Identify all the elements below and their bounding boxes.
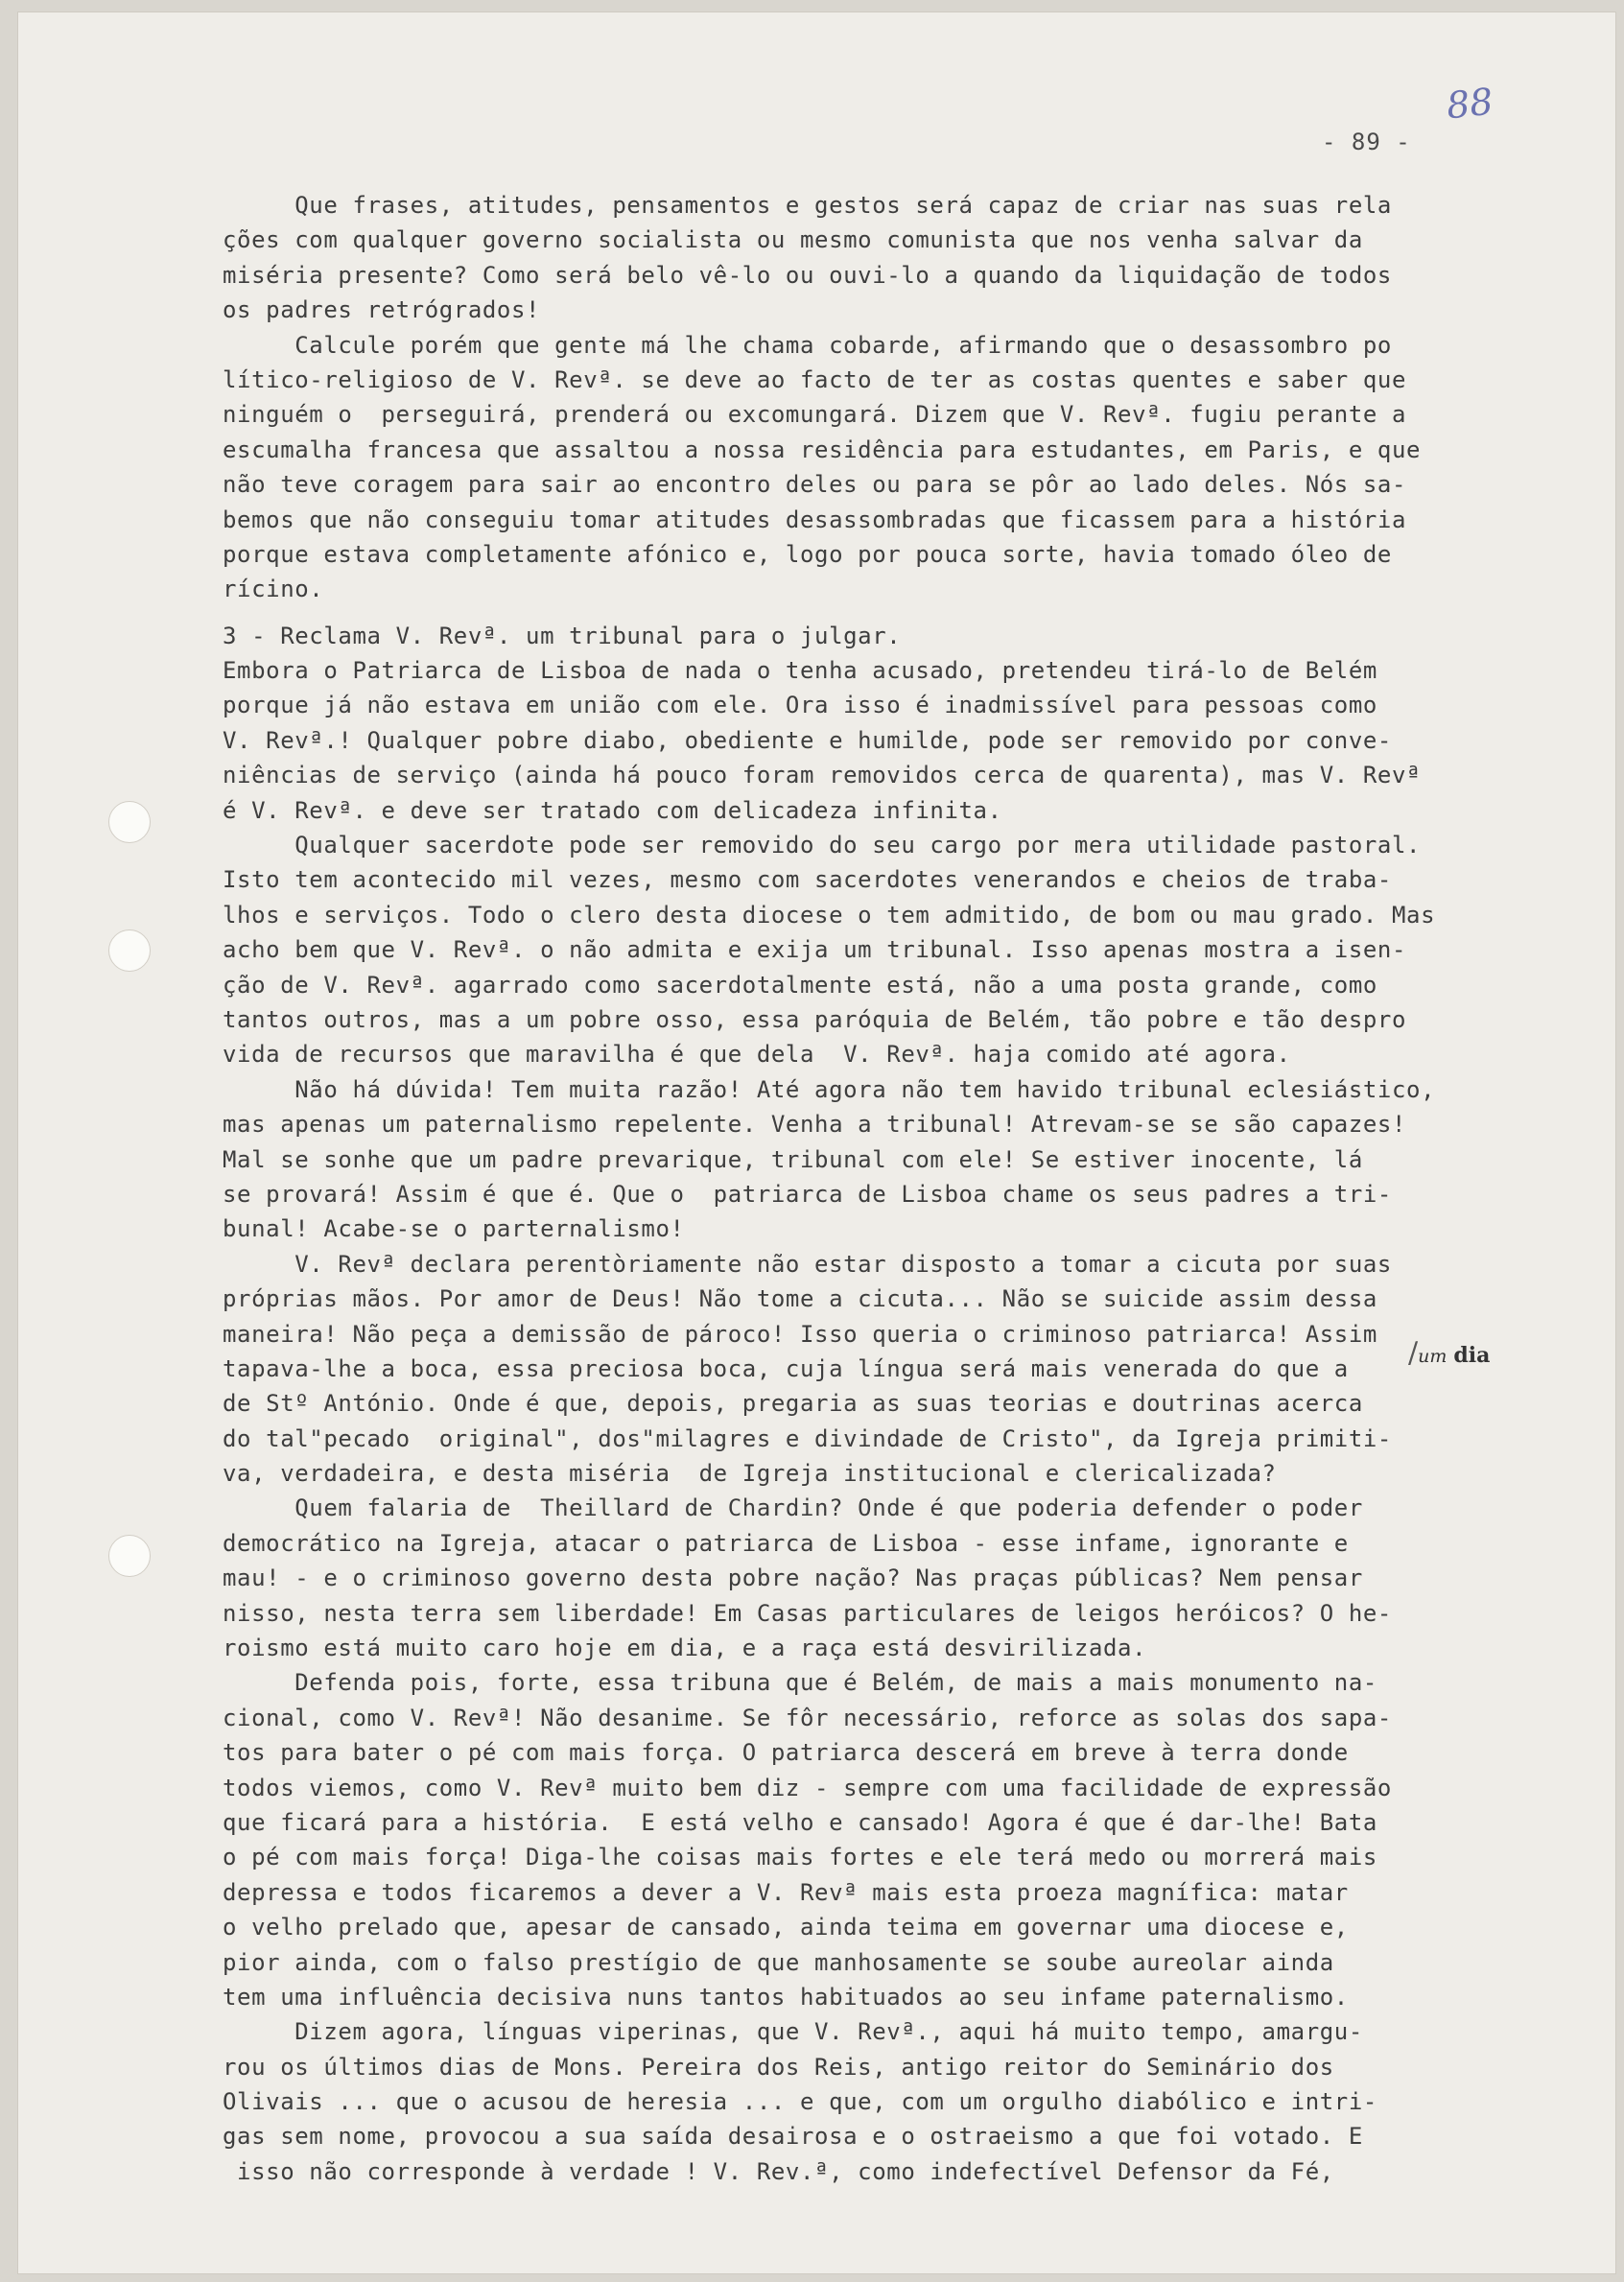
text-line: escumalha francesa que assaltou a nossa residência para estudantes, em Paris, e que bbox=[223, 435, 1422, 463]
text-line: o pé com mais força! Diga-lhe coisas mais fortes e ele terá medo ou morrerá mais bbox=[223, 1844, 1377, 1871]
text-line: o velho prelado que, apesar de cansado, ainda teima em governar uma diocese e, bbox=[223, 1914, 1349, 1941]
text-line: ções com qualquer governo socialista ou mesmo comunista que nos venha salvar da bbox=[223, 226, 1363, 254]
text-line: mau! - e o criminoso governo desta pobre nação? Nas praças públicas? Nem pensar bbox=[223, 1564, 1363, 1592]
text-line: porque já não estava em união com ele. Ora isso é inadmissível para pessoas como bbox=[223, 692, 1377, 719]
text-line: niências de serviço (ainda há pouco foram removidos cerca de quarenta), mas V. Revª bbox=[223, 762, 1422, 789]
text-line: depressa e todos ficaremos a dever a V. Revª mais esta proeza magnífica: matar bbox=[223, 1878, 1349, 1906]
text-line: V. Revª declara perentòriamente não estar disposto a tomar a cicuta por suas bbox=[223, 1250, 1392, 1278]
punch-hole bbox=[108, 801, 151, 843]
page-number: - 89 - bbox=[1322, 129, 1411, 155]
text-line: tapava-lhe a boca, essa preciosa boca, cuja língua será mais venerada do que a bbox=[223, 1354, 1349, 1382]
text-line: Calcule porém que gente má lhe chama cobarde, afirmando que o desassombro po bbox=[223, 331, 1392, 359]
text-line: Que frases, atitudes, pensamentos e gestos será capaz de criar nas suas rela bbox=[223, 192, 1392, 219]
text-line: todos viemos, como V. Revª muito bem diz - sempre com uma facilidade de expressão bbox=[223, 1774, 1392, 1801]
text-line: gas sem nome, provocou a sua saída desairosa e o ostraeismo a que foi votado. E bbox=[223, 2123, 1363, 2151]
text-line: tem uma influência decisiva nuns tantos habituados ao seu infame paternalismo. bbox=[223, 1983, 1349, 2011]
text-line: Olivais ... que o acusou de heresia ... e que, com um orgulho diabólico e intri- bbox=[223, 2088, 1377, 2116]
margin-annotation bbox=[1408, 1336, 1490, 1370]
text-line: porque estava completamente afónico e, logo por pouca sorte, havia tomado óleo de bbox=[223, 540, 1392, 568]
text-line: é V. Revª. e deve ser tratado com delicadeza infinita. bbox=[223, 796, 1002, 824]
text-line: Qualquer sacerdote pode ser removido do seu cargo por mera utilidade pastoral. bbox=[223, 832, 1422, 859]
text-line: Quem falaria de Theillard de Chardin? Onde é que poderia defender o poder bbox=[223, 1494, 1363, 1522]
text-line: rícino. bbox=[223, 576, 324, 603]
text-line: pior ainda, com o falso prestígio de que manhosamente se soube aureolar ainda bbox=[223, 1948, 1334, 1976]
text-line: acho bem que V. Revª. o não admita e exija um tribunal. Isso apenas mostra a isen- bbox=[223, 936, 1407, 964]
text-line: tantos outros, mas a um pobre osso, essa paróquia de Belém, tão pobre e tão despro bbox=[223, 1005, 1407, 1033]
text-line: maneira! Não peça a demissão de pároco! Isso queria o criminoso patriarca! Assim bbox=[223, 1320, 1377, 1348]
text-line: 3 - Reclama V. Revª. um tribunal para o julgar. bbox=[223, 622, 902, 649]
text-line: Mal se sonhe que um padre prevarique, tribunal com ele! Se estiver inocente, lá bbox=[223, 1145, 1363, 1173]
text-line: ção de V. Revª. agarrado como sacerdotalmente está, não a uma posta grande, como bbox=[223, 971, 1377, 999]
typewritten-body bbox=[223, 188, 1527, 2189]
text-line: mas apenas um paternalismo repelente. Venha a tribunal! Atrevam-se se são capazes! bbox=[223, 1111, 1407, 1139]
text-line: Embora o Patriarca de Lisboa de nada o tenha acusado, pretendeu tirá-lo de Belém bbox=[223, 657, 1377, 685]
text-line: bemos que não conseguiu tomar atitudes desassombradas que ficassem para a história bbox=[223, 506, 1407, 533]
text-line: miséria presente? Como será belo vê-lo ou ouvi-lo a quando da liquidação de todos bbox=[223, 261, 1392, 289]
handwritten-page-number: 88 bbox=[1444, 80, 1495, 128]
text-line: não teve coragem para sair ao encontro deles ou para se pôr ao lado deles. Nós sa- bbox=[223, 471, 1407, 499]
text-line: isso não corresponde à verdade ! V. Rev.ª, como indefectível Defensor da Fé, bbox=[223, 2157, 1334, 2185]
text-line: lítico-religioso de V. Revª. se deve ao facto de ter as costas quentes e saber que bbox=[223, 365, 1407, 393]
text-line: ninguém o perseguirá, prenderá ou excomungará. Dizem que V. Revª. fugiu perante a bbox=[223, 401, 1407, 429]
text-line: vida de recursos que maravilha é que dela V. Revª. haja comido até agora. bbox=[223, 1041, 1291, 1069]
text-line: tos para bater o pé com mais força. O patriarca descerá em breve à terra donde bbox=[223, 1739, 1349, 1767]
text-line: se provará! Assim é que é. Que o patriarca de Lisboa chame os seus padres a tri- bbox=[223, 1180, 1392, 1208]
text-line: os padres retrógrados! bbox=[223, 296, 541, 324]
text-line: va, verdadeira, e desta miséria de Igreja institucional e clericalizada? bbox=[223, 1460, 1277, 1488]
text-line: que ficará para a história. E está velho e cansado! Agora é que é dar-lhe! Bata bbox=[223, 1808, 1377, 1836]
text-line: cional, como V. Revª! Não desanime. Se fôr necessário, reforce as solas dos sapa- bbox=[223, 1704, 1392, 1731]
text-line: Isto tem acontecido mil vezes, mesmo com sacerdotes venerandos e cheios de traba- bbox=[223, 866, 1392, 894]
text-line: lhos e serviços. Todo o clero desta diocese o tem admitido, de bom ou mau grado. Mas bbox=[223, 901, 1436, 929]
text-line: de Stº António. Onde é que, depois, pregaria as suas teorias e doutrinas acerca bbox=[223, 1390, 1363, 1418]
insertion-mark: / bbox=[1408, 1336, 1419, 1370]
text-line: Não há dúvida! Tem muita razão! Até agora não tem havido tribunal eclesiástico, bbox=[223, 1075, 1436, 1103]
text-line: Defenda pois, forte, essa tribuna que é Belém, de mais a mais monumento na- bbox=[223, 1669, 1377, 1697]
text-line: V. Revª.! Qualquer pobre diabo, obediente e humilde, pode ser removido por conve- bbox=[223, 726, 1392, 754]
text-line: Dizem agora, línguas viperinas, que V. Revª., aqui há muito tempo, amargu- bbox=[223, 2018, 1363, 2046]
text-line: próprias mãos. Por amor de Deus! Não tome a cicuta... Não se suicide assim dessa bbox=[223, 1285, 1377, 1313]
text-line: do tal"pecado original", dos"milagres e divindade de Cristo", da Igreja primiti- bbox=[223, 1424, 1392, 1452]
punch-hole bbox=[108, 929, 151, 972]
text-line: bunal! Acabe-se o parternalismo! bbox=[223, 1215, 685, 1243]
text-line: democrático na Igreja, atacar o patriarca de Lisboa - esse infame, ignorante e bbox=[223, 1529, 1349, 1557]
punch-hole bbox=[108, 1535, 151, 1577]
text-line: nisso, nesta terra sem liberdade! Em Casas particulares de leigos heróicos? O he- bbox=[223, 1599, 1392, 1627]
annotation-word: um bbox=[1418, 1346, 1447, 1367]
text-line: rou os últimos dias de Mons. Pereira dos Reis, antigo reitor do Seminário dos bbox=[223, 2053, 1334, 2081]
text-line: roismo está muito caro hoje em dia, e a raça está desvirilizada. bbox=[223, 1635, 1147, 1662]
annotation-word: dia bbox=[1453, 1343, 1491, 1368]
paragraph-gap bbox=[223, 607, 1527, 619]
